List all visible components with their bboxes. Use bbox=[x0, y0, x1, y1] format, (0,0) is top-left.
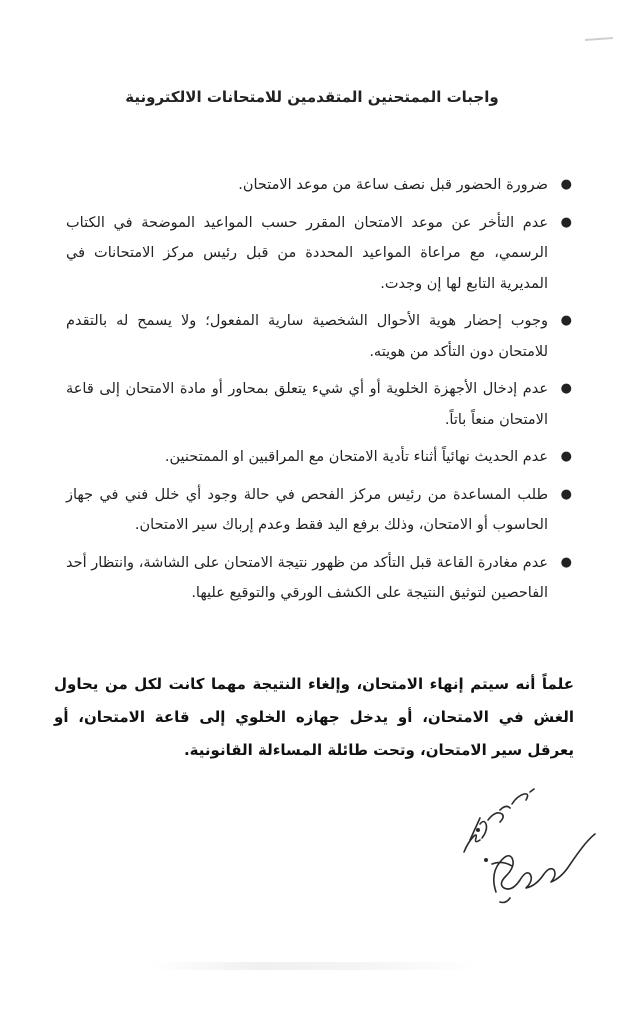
list-item bbox=[66, 374, 572, 435]
bullet-icon: ● bbox=[560, 177, 572, 192]
handwritten-signature bbox=[452, 780, 602, 910]
rules-list bbox=[66, 170, 572, 616]
bullet-icon: ● bbox=[560, 214, 572, 230]
bullet-icon: ● bbox=[560, 554, 572, 570]
list-item bbox=[66, 548, 572, 609]
bullet-icon: ● bbox=[560, 313, 572, 328]
list-item bbox=[66, 208, 572, 300]
bullet-icon: ● bbox=[560, 381, 572, 396]
scan-artifact bbox=[150, 962, 480, 970]
rule-text: عدم الحديث نهائياً أثناء تأدية الامتحان مع المراقبين او الممتحنين. bbox=[164, 449, 548, 465]
legal-notice: علماً أنه سيتم إنهاء الامتحان، وإلغاء النتيجة مهما كانت لكل من يحاول الغش في الامتحان، أو يدخل جهازه الخلوي إلى قاعة الامتحان، أو يعرقل سير الامتحان، وتحت طائلة المساءلة القانونية. bbox=[54, 675, 574, 759]
list-item bbox=[66, 480, 572, 541]
rule-text: ضرورة الحضور قبل نصف ساعة من موعد الامتحان. bbox=[238, 177, 548, 193]
list-item bbox=[66, 306, 572, 367]
list-item bbox=[66, 442, 572, 473]
rule-text: وجوب إحضار هوية الأحوال الشخصية سارية المفعول؛ ولا يسمح له بالتقدم للامتحان دون التأكد من هويته. bbox=[66, 313, 548, 360]
list-item bbox=[66, 170, 572, 201]
bullet-icon: ● bbox=[560, 449, 572, 464]
bullet-icon: ● bbox=[560, 486, 572, 502]
document-title: واجبات الممتحنين المتقدمين للامتحانات الالكترونية bbox=[125, 88, 499, 106]
rule-text: عدم التأخر عن موعد الامتحان المقرر حسب المواعيد الموضحة في الكتاب الرسمي، مع مراعاة المواعيد المحددة من قبل رئيس مركز الامتحانات في المديرية التابع لها إن وجدت. bbox=[66, 214, 548, 292]
rule-text: عدم إدخال الأجهزة الخلوية أو أي شيء يتعلق بمحاور أو مادة الامتحان إلى قاعة الامتحان منعاً باتاً. bbox=[66, 381, 548, 428]
rule-text: طلب المساعدة من رئيس مركز الفحص في حالة وجود أي خلل فني في جهاز الحاسوب أو الامتحان، وذلك برفع اليد فقط وعدم إرباك سير الامتحان. bbox=[66, 486, 548, 533]
rule-text: عدم مغادرة القاعة قبل التأكد من ظهور نتيجة الامتحان على الشاشة، وانتظار أحد الفاحصين لتوثيق النتيجة على الكشف الورقي والتوقيع عليها. bbox=[66, 554, 548, 601]
scan-artifact bbox=[585, 37, 613, 41]
